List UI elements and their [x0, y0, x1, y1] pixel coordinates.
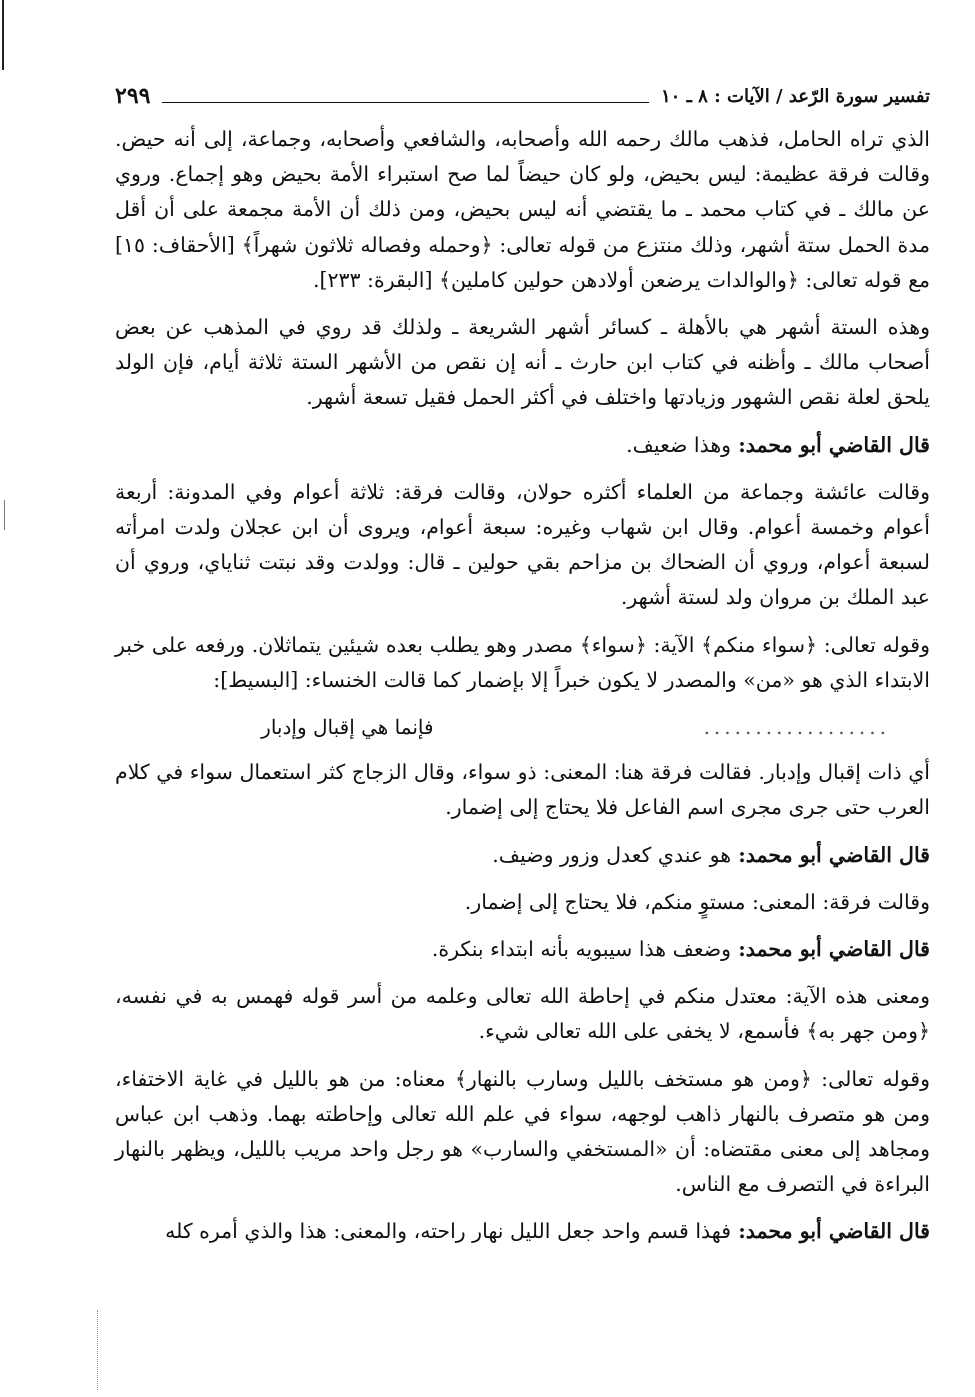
paragraph-text: الذي تراه الحامل، فذهب مالك رحمه الله وأصحابه، والشافعي وأصحابه، وجماعة، إلى أنه حيض. وقالت فرقة عظيمة: ليس بحيض، ولو كان حيضاً لما صح استبراء الأمة بحيض وهو إجماع. وروي عن مالك ـ في كتاب محمد ـ ما يقتضي أنه ليس بحيض، ومن ذلك أن الأمة مجمعة على أن أقل مدة الحمل ستة أشهر، وذلك منتزع من قوله تعالى: ﴿وحمله وفصاله ثلاثون شهراً﴾ [الأحقاف: ١٥] مع قوله تعالى: ﴿والوالدات يرضعن أولادهن حولين كاملين﴾ [البقرة: ٢٣٣]. [115, 127, 930, 292]
speaker-label: قال القاضي أبو محمد: [731, 842, 930, 867]
paragraph-text: وقوله تعالى: ﴿سواء منكم﴾ الآية: ﴿سواء﴾ مصدر وهو يطلب بعده شيئين يتماثلان. ورفعه على خبر الابتداء الذي هو «من» والمصدر لا يكون خبراً إلا بإضمار كما قالت الخنساء: [البسيط]: [115, 632, 930, 692]
paragraph-text: هو عندي كعدل وزور وضيف. [492, 842, 732, 867]
paragraph [115, 932, 930, 967]
paragraph-text: وهذا ضعيف. [626, 432, 732, 457]
scan-edge-mark [4, 500, 5, 530]
paragraph [115, 310, 930, 416]
book-page [115, 80, 930, 1380]
paragraph-text: أي ذات إقبال وإدبار. فقالت فرقة هنا: المعنى: ذو سواء، وقال الزجاج كثر استعمال سواء في كلام العرب حتى جرى مجرى اسم الفاعل فلا يحتاج إلى إضمار. [115, 760, 930, 820]
paragraph-text: وقالت عائشة وجماعة من العلماء أكثره حولان، وقالت فرقة: ثلاثة أعوام وفي المدونة: أربعة أعوام وخمسة أعوام. وقال ابن شهاب وغيره: سبعة أعوام، ويروى أن ابن عجلان ولدت امرأته لسبعة أعوام، وروي أن الضحاك بن مزاحم بقي حولين ـ قال: وولدت وقد نبتت ثناياي، وروي أن عبد الملك بن مروان ولد لستة أشهر. [115, 479, 930, 610]
paragraph-text: فهذا قسم واحد جعل الليل نهار راحته، والمعنى: هذا والذي أمره كله [165, 1219, 732, 1244]
paragraph [115, 628, 930, 698]
paragraph [115, 122, 930, 298]
paragraph-text: وضعف هذا سيبويه بأنه ابتداء بنكرة. [431, 937, 732, 962]
paragraph [115, 428, 930, 463]
paragraph-text: وهذه الستة أشهر هي بالأهلة ـ كسائر أشهر الشريعة ـ ولذلك قد روي في المذهب عن بعض أصحاب مالك ـ وأظنه في كتاب ابن حارث ـ أنه إن نقص من الأشهر الستة ثلاثة أيام، فإن الولد يلحق لعلة نقص الشهور وزيادتها واختلف في أكثر الحمل فقيل تسعة أشهر. [115, 315, 930, 410]
header-title: تفسير سورة الرّعد / الآيات : ٨ ـ ١٠ [661, 85, 930, 107]
paragraph-text: وقالت فرقة: المعنى: مستوٍ منكم، فلا يحتاج إلى إضمار. [464, 889, 930, 914]
paragraph [115, 755, 930, 825]
paragraph [115, 475, 930, 616]
scan-margin-dots [97, 1310, 98, 1390]
speaker-label: قال القاضي أبو محمد: [731, 1219, 930, 1244]
paragraph [115, 838, 930, 873]
paragraph-text: وقوله تعالى: ﴿ومن هو مستخف بالليل وسارب بالنهار﴾ معناه: من هو بالليل في غاية الاختفاء، ومن هو متصرف بالنهار ذاهب لوجهه، سواء في علم الله تعالى وإحاطته بهما. وذهب ابن عباس ومجاهد إلى معنى مقتضاه: أن «المستخفي والسارب» هو رجل واحد مريب بالليل، ويظهر بالنهار البراءة في التصرف مع الناس. [115, 1066, 930, 1197]
paragraph [115, 885, 930, 920]
paragraph [115, 1062, 930, 1203]
verse-second-hemistich: فإنما هي إقبال وإدبار [261, 715, 434, 740]
header-rule [162, 90, 649, 103]
paragraph-text: ومعنى هذه الآية: معتدل منكم في إحاطة الله تعالى وعلمه من أسر قوله فهمس به في نفسه، ﴿ومن جهر به﴾ فأسمع، لا يخفى على الله تعالى شيء. [115, 984, 930, 1044]
poetry-verse [115, 710, 930, 745]
text-block-upper [115, 122, 930, 698]
scan-edge-mark [2, 0, 4, 70]
body-text [115, 122, 930, 1250]
page-number: ٢٩٩ [115, 83, 151, 109]
speaker-label: قال القاضي أبو محمد: [731, 432, 930, 457]
verse-first-hemistich-omitted: .................. [703, 715, 890, 740]
speaker-label: قال القاضي أبو محمد: [731, 937, 930, 962]
paragraph [115, 979, 930, 1049]
paragraph [115, 1214, 930, 1249]
text-block-lower [115, 755, 930, 1249]
running-header [115, 80, 930, 112]
